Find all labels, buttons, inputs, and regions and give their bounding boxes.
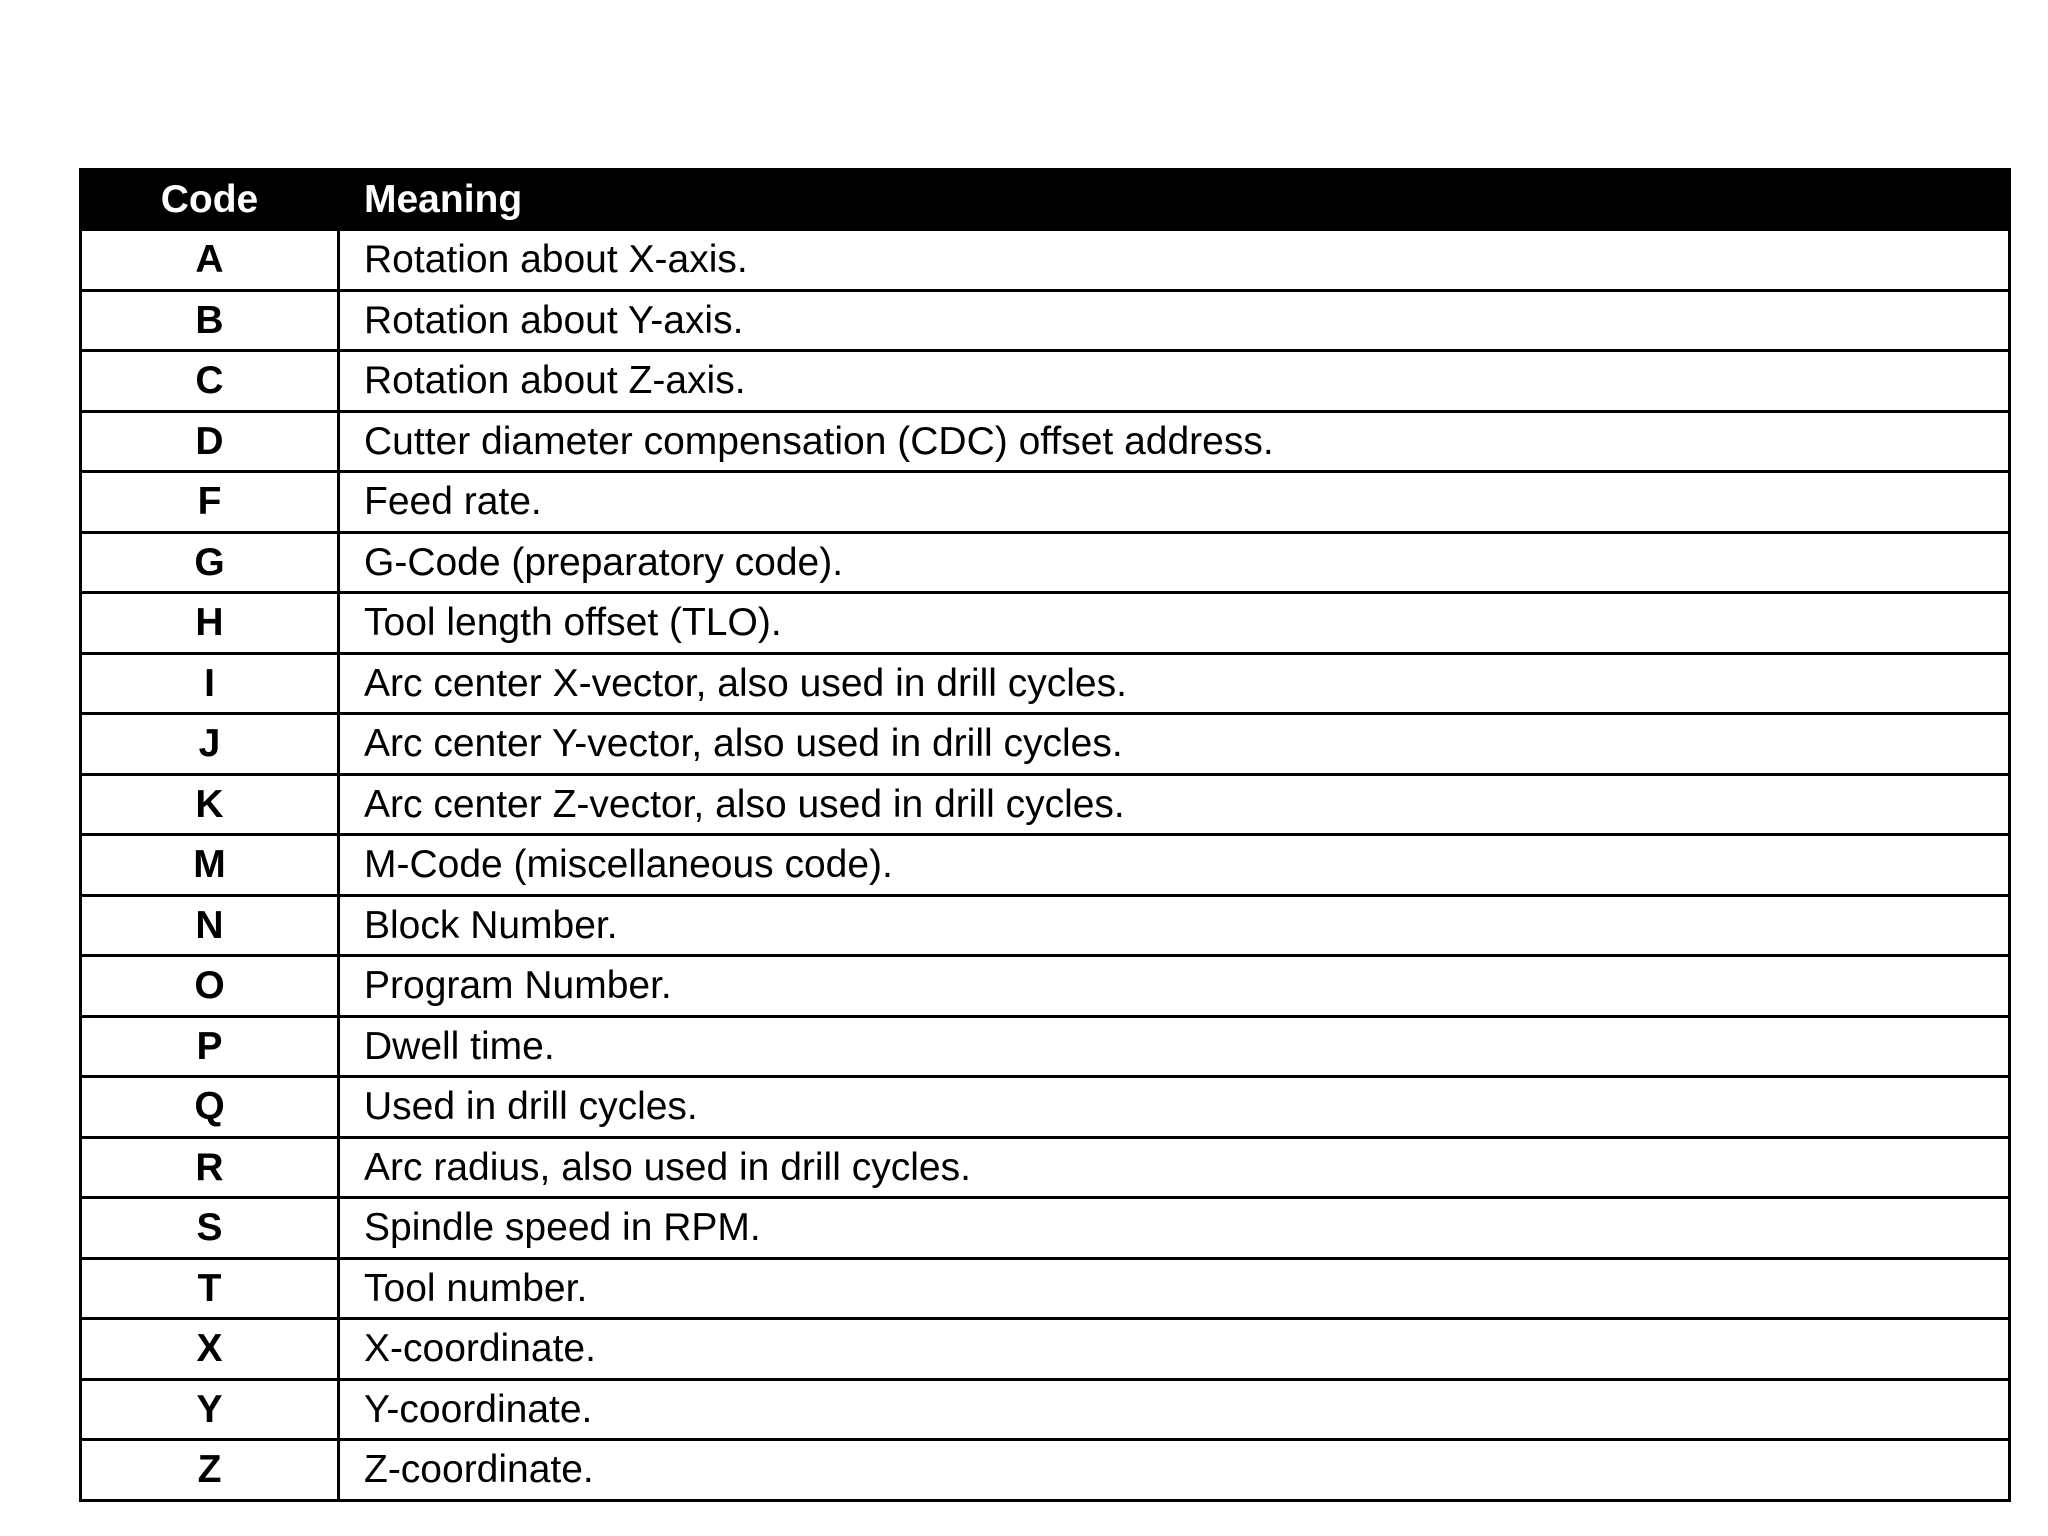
- table-row: [81, 895, 2010, 956]
- table-row: [81, 230, 2010, 291]
- table-row: [81, 351, 2010, 412]
- meaning-cell: M-Code (miscellaneous code).: [339, 835, 2010, 896]
- table-row: [81, 593, 2010, 654]
- code-cell: C: [81, 351, 339, 412]
- code-cell: G: [81, 532, 339, 593]
- table-row: [81, 1379, 2010, 1440]
- table-row: [81, 956, 2010, 1017]
- table-row: [81, 532, 2010, 593]
- code-meaning-table: [79, 168, 2011, 1502]
- code-cell: K: [81, 774, 339, 835]
- meaning-cell: Spindle speed in RPM.: [339, 1198, 2010, 1259]
- table-row: [81, 1319, 2010, 1380]
- table-row: [81, 1137, 2010, 1198]
- meaning-cell: G-Code (preparatory code).: [339, 532, 2010, 593]
- meaning-cell: Rotation about Y-axis.: [339, 290, 2010, 351]
- meaning-cell: Program Number.: [339, 956, 2010, 1017]
- meaning-cell: Arc center Z-vector, also used in drill cycles.: [339, 774, 2010, 835]
- code-cell: R: [81, 1137, 339, 1198]
- meaning-cell: Y-coordinate.: [339, 1379, 2010, 1440]
- table-row: [81, 1198, 2010, 1259]
- table-row: [81, 774, 2010, 835]
- meaning-cell: Feed rate.: [339, 472, 2010, 533]
- meaning-cell: Arc center Y-vector, also used in drill cycles.: [339, 714, 2010, 775]
- meaning-cell: Rotation about X-axis.: [339, 230, 2010, 291]
- code-cell: S: [81, 1198, 339, 1259]
- table-row: [81, 1258, 2010, 1319]
- code-cell: J: [81, 714, 339, 775]
- table-row: [81, 472, 2010, 533]
- meaning-cell: Tool length offset (TLO).: [339, 593, 2010, 654]
- table-row: [81, 1077, 2010, 1138]
- table-row: [81, 290, 2010, 351]
- table-row: [81, 1440, 2010, 1501]
- code-cell: D: [81, 411, 339, 472]
- meaning-cell: Cutter diameter compensation (CDC) offset address.: [339, 411, 2010, 472]
- meaning-cell: Tool number.: [339, 1258, 2010, 1319]
- code-cell: Q: [81, 1077, 339, 1138]
- code-cell: I: [81, 653, 339, 714]
- code-cell: O: [81, 956, 339, 1017]
- meaning-cell: Arc center X-vector, also used in drill cycles.: [339, 653, 2010, 714]
- code-cell: M: [81, 835, 339, 896]
- meaning-cell: Arc radius, also used in drill cycles.: [339, 1137, 2010, 1198]
- table-row: [81, 835, 2010, 896]
- meaning-cell: Rotation about Z-axis.: [339, 351, 2010, 412]
- code-cell: X: [81, 1319, 339, 1380]
- table-body: [81, 230, 2010, 1501]
- code-cell: N: [81, 895, 339, 956]
- header-code: Code: [81, 170, 339, 230]
- code-cell: B: [81, 290, 339, 351]
- meaning-cell: Block Number.: [339, 895, 2010, 956]
- meaning-cell: X-coordinate.: [339, 1319, 2010, 1380]
- code-cell: F: [81, 472, 339, 533]
- code-cell: H: [81, 593, 339, 654]
- code-table-container: [79, 168, 2011, 1502]
- code-cell: Y: [81, 1379, 339, 1440]
- table-row: [81, 714, 2010, 775]
- meaning-cell: Used in drill cycles.: [339, 1077, 2010, 1138]
- header-meaning: Meaning: [339, 170, 2010, 230]
- meaning-cell: Dwell time.: [339, 1016, 2010, 1077]
- code-cell: T: [81, 1258, 339, 1319]
- code-cell: Z: [81, 1440, 339, 1501]
- table-row: [81, 1016, 2010, 1077]
- header-row: [81, 170, 2010, 230]
- table-row: [81, 411, 2010, 472]
- table-header: [81, 170, 2010, 230]
- meaning-cell: Z-coordinate.: [339, 1440, 2010, 1501]
- code-cell: P: [81, 1016, 339, 1077]
- table-row: [81, 653, 2010, 714]
- code-cell: A: [81, 230, 339, 291]
